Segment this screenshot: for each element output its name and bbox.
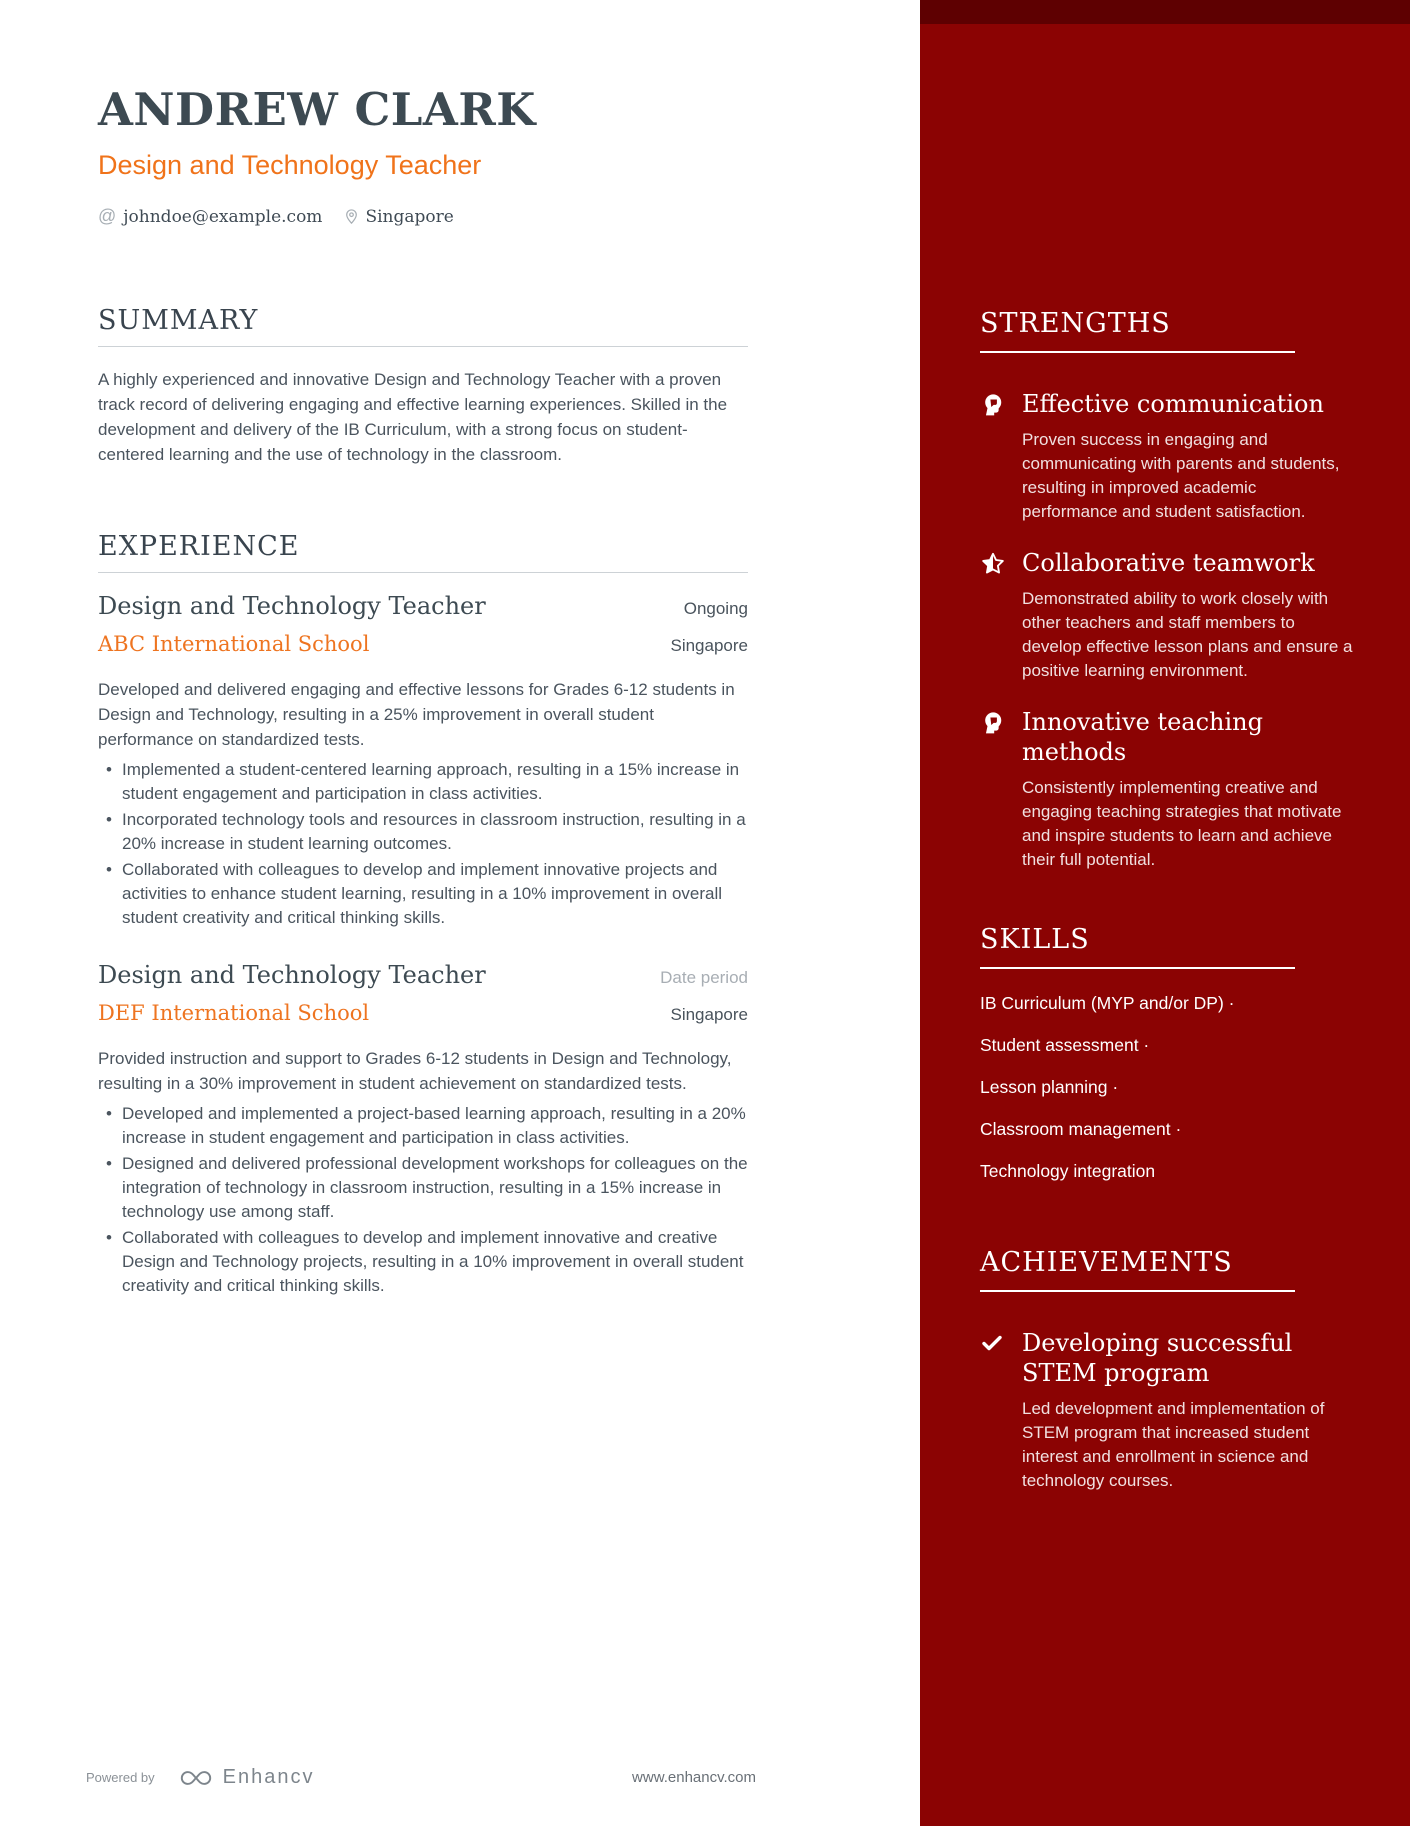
enhancv-url[interactable]: www.enhancv.com [632,1769,756,1786]
skill-item: Classroom management · [980,1119,1182,1139]
skills-section [980,924,1355,1183]
job-location: Singapore [670,636,748,655]
bullet-item: • Collaborated with colleagues to develop and implement innovative projects and activities to enhance student learning, resulting in a 10% improvement in overall student creativity and critical thinking skills. [98,858,748,930]
achievement-text: Led development and implementation of STEM program that increased student interest and enrollment in science and technology courses. [1022,1399,1325,1490]
achievements-heading: ACHIEVEMENTS [980,1247,1233,1278]
candidate-headline: Design and Technology Teacher [98,150,482,180]
sidebar-content [920,24,1410,1493]
job-period: Ongoing [683,599,748,618]
job-bullets [98,1102,748,1298]
achievements-section [980,1247,1355,1493]
strengths-section [980,308,1355,872]
bullet-item: • Designed and delivered professional development workshops for colleagues on the integration of technology in classroom instruction, resulting in a 15% increase in technology use among staff. [98,1152,748,1224]
achievement-body [1022,1328,1355,1493]
check-icon [980,1328,1006,1493]
head-speech-icon [980,707,1006,872]
at-icon: @ [98,206,117,226]
strength-text: Demonstrated ability to work closely with other teachers and staff members to develop effective lesson plans and ensure a positive learning environment. [1022,589,1353,680]
email-text[interactable]: johndoe@example.com [123,206,323,227]
summary-section [98,305,748,467]
bullet-item: • Developed and implemented a project-based learning approach, resulting in a 20% increase in student engagement and participation in class activities. [98,1102,748,1150]
experience-entry [98,591,748,930]
head-speech-icon [980,389,1006,524]
job-period: Date period [660,968,748,987]
section-divider [98,572,748,573]
job-location: Singapore [670,1005,748,1024]
job-bullets [98,758,748,930]
job-description: Provided instruction and support to Grades 6-12 students in Design and Technology, resulting in a 30% improvement in student achievement on standardized tests. [98,1049,732,1093]
bullet-item: • Collaborated with colleagues to develop and implement innovative and creative Design and Technology projects, resulting in a 10% improvement in overall student creativity and critical thinking skills. [98,1226,748,1298]
strength-title: Innovative teaching methods [1022,708,1263,766]
location-text: Singapore [365,206,454,227]
footer [86,1766,756,1789]
sidebar-divider [980,351,1295,353]
powered-by-label: Powered by [86,1770,155,1785]
skill-item: Lesson planning · [980,1077,1119,1097]
sidebar-top-band [920,0,1410,24]
job-description: Developed and delivered engaging and effective lessons for Grades 6-12 students in Design and Technology, resulting in a 25% improvement in overall student performance on standardized tests. [98,680,735,749]
strength-body [1022,389,1355,524]
strength-item [980,389,1355,524]
job-company: ABC International School [98,632,370,656]
job-title-row [98,591,748,621]
strengths-heading: STRENGTHS [980,308,1171,339]
bullet-item: • Incorporated technology tools and resources in classroom instruction, resulting in a 20% increase in student learning outcomes. [98,808,748,856]
achievement-title: Developing successful STEM program [1022,1329,1293,1387]
job-title: Design and Technology Teacher [98,961,486,989]
strength-text: Proven success in engaging and communicating with parents and students, resulting in improved academic performance and student satisfaction. [1022,430,1340,521]
strength-title: Collaborative teamwork [1022,549,1315,577]
skill-list [980,991,1355,1183]
skills-heading: SKILLS [980,924,1090,955]
half-star-icon [980,548,1006,683]
bullet-item: • Implemented a student-centered learning approach, resulting in a 15% increase in student engagement and participation in class activities. [98,758,748,806]
strength-body [1022,707,1355,872]
summary-heading: SUMMARY [98,305,259,336]
skill-item: Technology integration [980,1161,1156,1181]
strength-item [980,548,1355,683]
sidebar [920,0,1410,1826]
sidebar-divider [980,967,1295,969]
pin-icon [344,208,359,225]
strength-title: Effective communication [1022,390,1324,418]
sidebar-divider [980,1290,1295,1292]
skill-item: IB Curriculum (MYP and/or DP) · [980,993,1235,1013]
job-title: Design and Technology Teacher [98,592,486,620]
strength-item [980,707,1355,872]
experience-section [98,531,748,1298]
experience-entry [98,960,748,1298]
job-company: DEF International School [98,1001,370,1025]
achievement-item [980,1328,1355,1493]
skill-item: Student assessment · [980,1035,1150,1055]
job-company-row [98,631,748,657]
section-divider [98,346,748,347]
job-title-row [98,960,748,990]
powered-by-group [86,1766,315,1789]
summary-text: A highly experienced and innovative Design and Technology Teacher with a proven track record of delivering engaging and effective learning experiences. Skilled in the development and delivery of the IB Curriculum, with a strong focus on student-centered learning and the use of technology in the classroom. [98,370,728,464]
contact-row [98,206,748,227]
enhancv-logo-icon [177,1767,215,1789]
experience-heading: EXPERIENCE [98,531,300,562]
candidate-name: ANDREW CLARK [98,83,536,136]
enhancv-brand: Enhancv [222,1766,315,1788]
strength-text: Consistently implementing creative and engaging teaching strategies that motivate and inspire students to learn and achieve their full potential. [1022,778,1342,869]
strength-body [1022,548,1355,683]
job-company-row [98,1000,748,1026]
